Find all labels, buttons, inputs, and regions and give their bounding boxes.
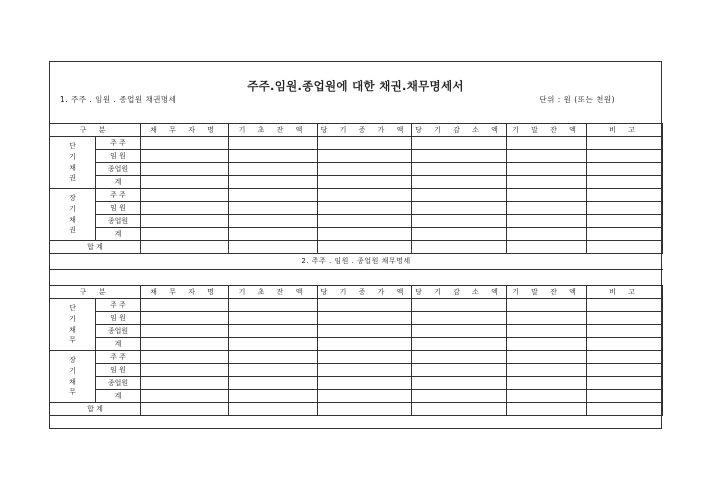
table-row xyxy=(50,364,663,377)
data-cell xyxy=(507,312,587,325)
header-gubun: 구 분 xyxy=(50,124,141,137)
data-cell xyxy=(507,163,587,176)
data-cell xyxy=(507,403,587,416)
data-cell xyxy=(587,202,663,215)
table-row xyxy=(50,325,663,338)
table-row xyxy=(50,150,663,163)
data-cell xyxy=(587,390,663,403)
page-title: 주주.임원.종업원에 대한 채권.채무명세서 xyxy=(247,79,464,93)
data-cell xyxy=(229,299,318,312)
receivables-table xyxy=(49,123,663,270)
data-cell xyxy=(141,377,229,390)
data-cell xyxy=(587,351,663,364)
data-cell xyxy=(507,176,587,189)
unit-label: 단위 : 원 (또는 천원) xyxy=(539,95,615,104)
data-cell xyxy=(141,215,229,228)
table-row xyxy=(50,228,663,241)
data-cell xyxy=(318,189,412,202)
data-cell xyxy=(507,137,587,150)
data-cell xyxy=(587,241,663,254)
group-label-long: 장 기 채 권 xyxy=(50,189,96,241)
data-cell xyxy=(229,163,318,176)
data-cell xyxy=(412,176,507,189)
data-cell xyxy=(507,150,587,163)
header-col-4: 당 기 감 소 액 xyxy=(412,286,507,299)
table-row xyxy=(50,137,663,150)
table-row xyxy=(50,176,663,189)
data-cell xyxy=(141,325,229,338)
data-cell xyxy=(587,338,663,351)
data-cell xyxy=(587,150,663,163)
header-col-6: 비 고 xyxy=(587,124,663,137)
data-cell xyxy=(587,189,663,202)
data-cell xyxy=(141,163,229,176)
table-row xyxy=(50,377,663,390)
data-cell xyxy=(318,325,412,338)
data-cell xyxy=(229,364,318,377)
data-cell xyxy=(141,202,229,215)
data-cell xyxy=(229,228,318,241)
data-cell xyxy=(587,377,663,390)
data-cell xyxy=(318,137,412,150)
data-cell xyxy=(229,338,318,351)
section1-subtitle: 1. 주주 . 임원 . 종업원 채권명세 xyxy=(60,95,177,104)
row-label: 종업원 xyxy=(96,325,141,338)
data-cell xyxy=(412,403,507,416)
data-cell xyxy=(412,377,507,390)
data-cell xyxy=(229,150,318,163)
data-cell xyxy=(318,390,412,403)
row-label: 주 주 xyxy=(96,137,141,150)
data-cell xyxy=(141,228,229,241)
form-frame xyxy=(49,61,662,429)
header-row xyxy=(50,286,663,299)
data-cell xyxy=(141,241,229,254)
row-label: 계 xyxy=(96,176,141,189)
data-cell xyxy=(141,338,229,351)
data-cell xyxy=(412,364,507,377)
data-cell xyxy=(229,176,318,189)
data-cell xyxy=(318,202,412,215)
header-gubun: 구 분 xyxy=(50,286,141,299)
data-cell xyxy=(318,163,412,176)
header-col-5: 기 말 잔 액 xyxy=(507,286,587,299)
total-label: 합 계 xyxy=(50,403,141,416)
data-cell xyxy=(507,377,587,390)
group-label-short: 단 기 채 권 xyxy=(50,137,96,189)
data-cell xyxy=(412,325,507,338)
data-cell xyxy=(412,338,507,351)
table-row xyxy=(50,390,663,403)
data-cell xyxy=(507,325,587,338)
data-cell xyxy=(412,202,507,215)
data-cell xyxy=(507,241,587,254)
data-cell xyxy=(318,299,412,312)
data-cell xyxy=(318,241,412,254)
data-cell xyxy=(318,215,412,228)
data-cell xyxy=(318,176,412,189)
data-cell xyxy=(587,325,663,338)
data-cell xyxy=(587,312,663,325)
total-row xyxy=(50,403,663,416)
data-cell xyxy=(587,163,663,176)
row-label: 주 주 xyxy=(96,189,141,202)
data-cell xyxy=(507,390,587,403)
row-label: 종업원 xyxy=(96,377,141,390)
header-col-2: 기 초 잔 액 xyxy=(229,286,318,299)
row-label: 임 원 xyxy=(96,312,141,325)
data-cell xyxy=(229,390,318,403)
table-row xyxy=(50,189,663,202)
data-cell xyxy=(587,137,663,150)
table-row xyxy=(50,202,663,215)
row-label: 임 원 xyxy=(96,202,141,215)
row-label: 주 주 xyxy=(96,351,141,364)
data-cell xyxy=(229,377,318,390)
data-cell xyxy=(507,189,587,202)
data-cell xyxy=(412,299,507,312)
header-col-3: 당 기 증 가 액 xyxy=(318,124,412,137)
table-row xyxy=(50,299,663,312)
total-row xyxy=(50,241,663,254)
data-cell xyxy=(318,403,412,416)
header-col-1: 채 무 자 명 xyxy=(141,124,229,137)
section2-subtitle: 2. 주주 . 임원 . 종업원 채무명세 xyxy=(50,254,663,270)
data-cell xyxy=(229,202,318,215)
data-cell xyxy=(141,351,229,364)
header-col-6: 비 고 xyxy=(587,286,663,299)
table-row xyxy=(50,215,663,228)
data-cell xyxy=(412,137,507,150)
data-cell xyxy=(587,228,663,241)
data-cell xyxy=(229,215,318,228)
data-cell xyxy=(141,189,229,202)
data-cell xyxy=(507,215,587,228)
data-cell xyxy=(229,403,318,416)
data-cell xyxy=(229,189,318,202)
table-row xyxy=(50,338,663,351)
data-cell xyxy=(412,163,507,176)
data-cell xyxy=(412,150,507,163)
data-cell xyxy=(318,228,412,241)
row-label: 임 원 xyxy=(96,364,141,377)
data-cell xyxy=(507,338,587,351)
header-col-2: 기 초 잔 액 xyxy=(229,124,318,137)
data-cell xyxy=(587,364,663,377)
row-label: 종업원 xyxy=(96,215,141,228)
section2-title-row xyxy=(50,254,663,270)
data-cell xyxy=(412,351,507,364)
data-cell xyxy=(229,351,318,364)
header-col-1: 채 무 자 명 xyxy=(141,286,229,299)
header-row xyxy=(50,124,663,137)
row-label: 임 원 xyxy=(96,150,141,163)
data-cell xyxy=(412,189,507,202)
data-cell xyxy=(507,364,587,377)
data-cell xyxy=(318,377,412,390)
row-label: 계 xyxy=(96,228,141,241)
data-cell xyxy=(412,215,507,228)
data-cell xyxy=(141,150,229,163)
data-cell xyxy=(318,312,412,325)
data-cell xyxy=(141,364,229,377)
data-cell xyxy=(587,299,663,312)
data-cell xyxy=(141,176,229,189)
data-cell xyxy=(587,403,663,416)
payables-table xyxy=(49,285,663,416)
data-cell xyxy=(141,137,229,150)
data-cell xyxy=(229,137,318,150)
header-col-5: 기 말 잔 액 xyxy=(507,124,587,137)
total-label: 합 계 xyxy=(50,241,141,254)
data-cell xyxy=(229,312,318,325)
data-cell xyxy=(229,325,318,338)
group-label-long: 장 기 채 무 xyxy=(50,351,96,403)
header-col-3: 당 기 증 가 액 xyxy=(318,286,412,299)
data-cell xyxy=(507,228,587,241)
data-cell xyxy=(412,312,507,325)
data-cell xyxy=(141,312,229,325)
data-cell xyxy=(141,299,229,312)
table-row xyxy=(50,312,663,325)
group-label-short: 단 기 채 무 xyxy=(50,299,96,351)
data-cell xyxy=(318,351,412,364)
data-cell xyxy=(318,338,412,351)
data-cell xyxy=(412,228,507,241)
row-label: 계 xyxy=(96,338,141,351)
data-cell xyxy=(507,202,587,215)
data-cell xyxy=(587,176,663,189)
data-cell xyxy=(229,241,318,254)
data-cell xyxy=(507,351,587,364)
data-cell xyxy=(412,390,507,403)
row-label: 종업원 xyxy=(96,163,141,176)
data-cell xyxy=(507,299,587,312)
table-row xyxy=(50,351,663,364)
data-cell xyxy=(141,403,229,416)
data-cell xyxy=(141,390,229,403)
data-cell xyxy=(318,150,412,163)
data-cell xyxy=(412,241,507,254)
data-cell xyxy=(318,364,412,377)
header-col-4: 당 기 감 소 액 xyxy=(412,124,507,137)
row-label: 주 주 xyxy=(96,299,141,312)
table-row xyxy=(50,163,663,176)
row-label: 계 xyxy=(96,390,141,403)
data-cell xyxy=(587,215,663,228)
